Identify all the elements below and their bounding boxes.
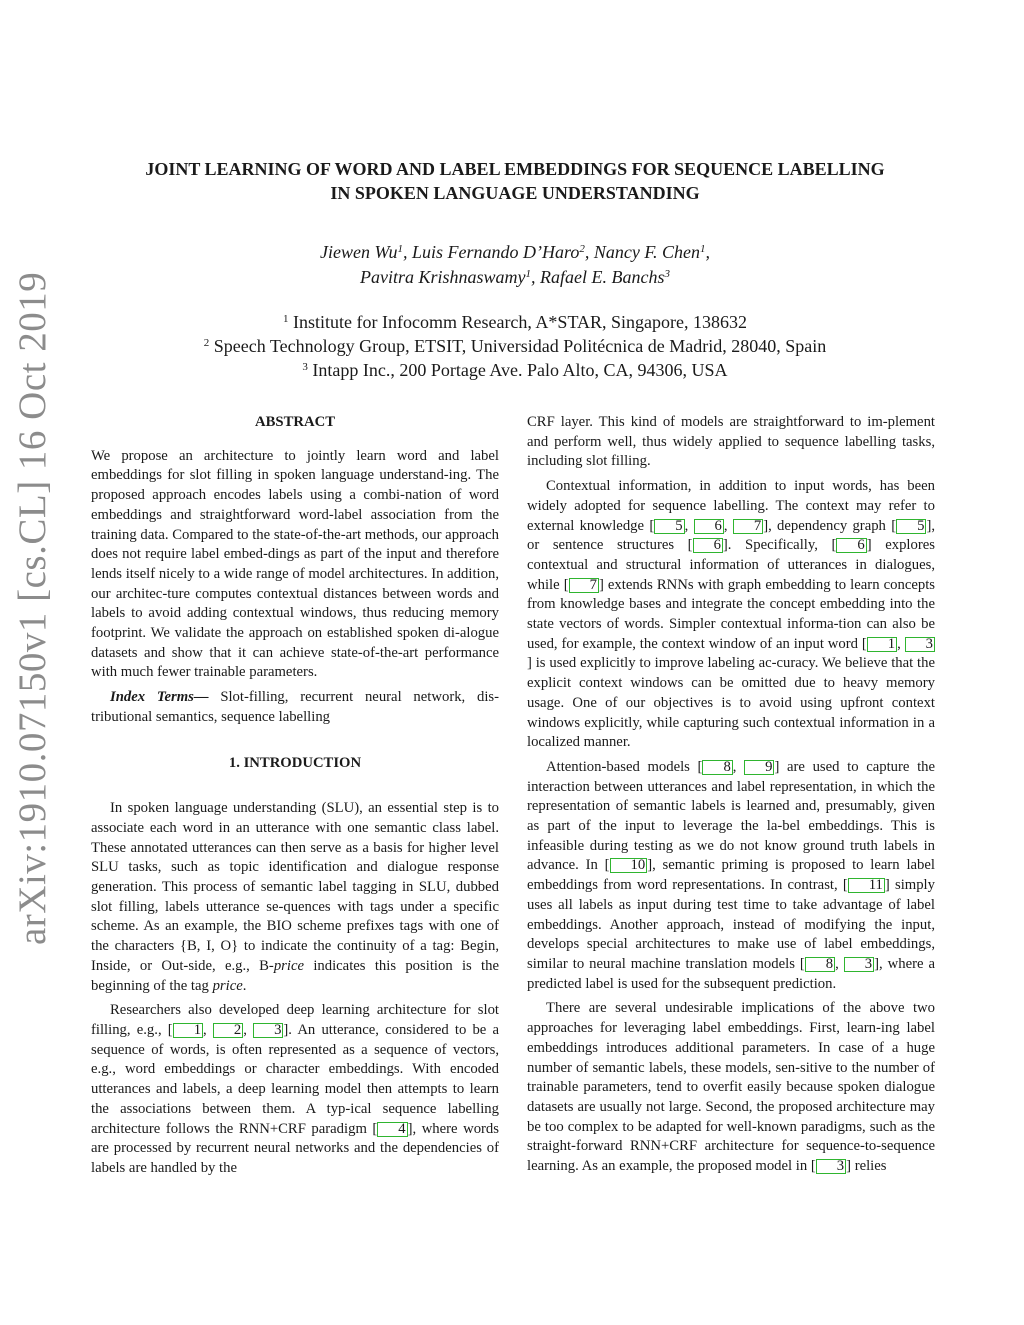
affiliation bbox=[80, 310, 950, 334]
author-affiliation-mark: 3 bbox=[664, 268, 670, 280]
author-affiliation-mark: 1 bbox=[699, 243, 706, 255]
citation-link[interactable]: 9 bbox=[744, 760, 774, 775]
right-paragraph-1: CRF layer. This kind of models are straightforward to im-plement and perform well, thus widely applied to sequence labelling tasks, including slot filling. bbox=[527, 414, 935, 470]
citation-link[interactable]: 2 bbox=[213, 1023, 243, 1038]
affiliation bbox=[80, 358, 950, 382]
title-line-2: IN SPOKEN LANGUAGE UNDERSTANDING bbox=[330, 183, 700, 203]
index-terms bbox=[91, 688, 499, 727]
affiliation-list bbox=[80, 310, 950, 382]
paper-title bbox=[80, 157, 950, 205]
affiliation-number: 1 bbox=[283, 313, 289, 325]
intro-p1-italic-1: price bbox=[273, 957, 305, 974]
citation-link[interactable]: 8 bbox=[805, 957, 835, 972]
citation-link[interactable]: 6 bbox=[693, 538, 723, 553]
citation-link[interactable]: 7 bbox=[569, 578, 599, 593]
paper-header bbox=[80, 157, 950, 382]
author-line-1: Jiewen Wu$^1$, Luis Fernando D’Haro$^2$, Nancy F. Chen$^1$, bbox=[320, 242, 710, 262]
affiliation-number: 3 bbox=[302, 361, 308, 373]
intro-p1-italic-2: price bbox=[212, 977, 243, 994]
citation-link[interactable]: 11 bbox=[848, 878, 885, 893]
citation-link[interactable]: 10 bbox=[610, 858, 648, 873]
author-line-2: Pavitra Krishnaswamy$^1$, Rafael E. Banchs$^3$ bbox=[360, 267, 670, 287]
author-name: Pavitra Krishnaswamy bbox=[360, 267, 526, 287]
author-name: Jiewen Wu bbox=[320, 242, 398, 262]
title-line-1: JOINT LEARNING OF WORD AND LABEL EMBEDDINGS FOR SEQUENCE LABELLING bbox=[145, 159, 885, 179]
intro-paragraph-2: Researchers also developed deep learning architecture for slot filling, e.g., [ 1 , 2 , 3 ]. An utterance, considered to be a sequence of words, is often represented as a sequence of vectors, e.g., word embeddings or character embeddings. With encoded utterances and labels, a deep learning model then attempts to learn the associations between them. A typ-ical sequence labelling architecture follows the RNN+CRF paradigm [ 4 ], where words are processed by recurrent neural networks and the dependencies of labels are handled by the bbox=[91, 1002, 500, 1176]
abstract-heading: ABSTRACT bbox=[255, 414, 335, 430]
citation-link[interactable]: 1 bbox=[867, 637, 897, 652]
affiliation-text: Institute for Infocomm Research, A*STAR, Singapore, 138632 bbox=[293, 312, 747, 332]
right-paragraph-4: There are several undesirable implications of the above two approaches for leveraging label embeddings. First, learn-ing label embeddings introduces additional parameters. In case of a huge number of semantic labels, these models, sen-sitive to the number of trainable parameters, tend to overfit easily because spoken dialogue datasets are usually not large. Second, the proposed architecture may be too complex to be adapted for well-known paradigms, such as the straight-forward RNN+CRF architecture for sequence-to-sequence learning. As an example, the proposed model in [ 3 ] relies bbox=[527, 1000, 935, 1175]
arxiv-identifier: arXiv:1910.07150v1 [cs.CL] 16 Oct 2019 bbox=[11, 271, 54, 945]
citation-link[interactable]: 3 bbox=[905, 637, 935, 652]
citation-link[interactable]: 5 bbox=[896, 519, 926, 534]
citation-link[interactable]: 7 bbox=[733, 519, 763, 534]
author-name: Nancy F. Chen bbox=[593, 242, 700, 262]
author-name: Rafael E. Banchs bbox=[540, 267, 665, 287]
affiliation-number: 2 bbox=[203, 337, 210, 349]
index-terms-text: Slot-filling, recurrent neural network, dis-tributional semantics, sequence labelling bbox=[91, 689, 500, 725]
citation-link[interactable]: 6 bbox=[836, 538, 866, 553]
right-column bbox=[527, 413, 935, 1182]
intro-p1-text-a: In spoken language understanding (SLU), an essential step is to associate each word in an utterance with one semantic class label. These annotated utterances can then serve as a basis for higher level SLU tasks, such as topic identification and dialogue response generation. This process of semantic label tagging in SLU, dubbed slot filling, labels utterance se-quences with tags under a specific scheme. As an example, the BIO scheme prefixes tags with one of the characters {B, I, O} to indicate the continuity of a tag: Begin, Inside, or Out-side, e.g., B- bbox=[91, 800, 499, 974]
affiliation bbox=[80, 334, 950, 358]
citation-link[interactable]: 8 bbox=[702, 760, 732, 775]
affiliation-text: Intapp Inc., 200 Portage Ave. Palo Alto, CA, 94306, USA bbox=[312, 360, 728, 380]
left-column bbox=[91, 413, 499, 1184]
citation-link[interactable]: 3 bbox=[253, 1023, 283, 1038]
author-list bbox=[80, 240, 950, 290]
citation-link[interactable]: 3 bbox=[844, 957, 874, 972]
citation-link[interactable]: 6 bbox=[694, 519, 724, 534]
right-paragraph-3: Attention-based models [ 8 , 9 ] are used to capture the interaction between utterances and label representation, in which the representation of semantic labels is learned and, presumably, given as part of the input to leverage the la-bel embeddings. This is infeasible during testing as we do not know ground truth labels in advance. In [ 10 ], semantic priming is proposed to learn label embeddings from word representations. In contrast, [ 11 ] simply uses all labels as input during test time to take advantage of label embeddings. Another approach, instead of modifying the input, develops special architectures to make use of label embeddings, similar to neural machine translation models [ 8 , 3 ], where a predicted label is used for the subsequent prediction. bbox=[527, 758, 936, 992]
introduction-heading: 1. INTRODUCTION bbox=[228, 754, 362, 771]
author-name: Luis Fernando D’Haro bbox=[411, 242, 580, 262]
index-terms-label: Index Terms— bbox=[110, 689, 209, 706]
citation-link[interactable]: 3 bbox=[816, 1159, 846, 1174]
citation-link[interactable]: 4 bbox=[377, 1122, 407, 1137]
right-paragraph-2: Contextual information, in addition to input words, has been widely adopted for sequence labelling. The context may refer to external knowledge [ 5 , 6 , 7 ], dependency graph [ 5 ], or sentence structures [ 6 ]. Specifically, [ 6 ] explores contextual and structural information of utterances in dialogues, while [ 7 ] extends RNNs with graph embedding to learn concepts from knowledge bases and integrate the concept embedding into the state vectors of words. Simpler contextual informa-tion can also be used, for example, the context window of an input word [ 1 , 3] is used explicitly to improve labeling ac-curacy. We believe that the explicit context windows can be omitted due to heavy memory usage. One of our objectives is to avoid using upfront context windows explicitly, while capturing such contextual information in a localized manner. bbox=[527, 478, 936, 751]
intro-p1-text-b: indicates this position is the beginning of the tag bbox=[91, 957, 500, 994]
citation-link[interactable]: 5 bbox=[654, 519, 684, 534]
author-affiliation-mark: 1 bbox=[525, 268, 532, 280]
author-affiliation-mark: 1 bbox=[397, 243, 403, 255]
citation-link[interactable]: 1 bbox=[173, 1023, 203, 1038]
intro-paragraph-1 bbox=[91, 799, 499, 996]
intro-p1-text-c: . bbox=[242, 977, 247, 994]
abstract-text: We propose an architecture to jointly learn word and label embeddings for slot filling in spoken language understand-ing. The proposed approach encodes labels using a combi-nation of word embeddings and straightforward word-label association from the training data. Compared to the state-of-the-art methods, our approach does not require label embed-dings as part of the input and therefore lends itself nicely to a wide range of model architectures. In addition, our architec-ture computes contextual distances between words and labels to avoid adding contextual windows, thus reducing memory footprint. We validate the approach on established spoken di-alogue datasets and show that it can achieve state-of-the-art performance with much fewer trainable parameters. bbox=[91, 447, 499, 681]
author-affiliation-mark: 2 bbox=[579, 243, 585, 255]
affiliation-text: Speech Technology Group, ETSIT, Universidad Politécnica de Madrid, 28040, Spain bbox=[213, 336, 827, 356]
